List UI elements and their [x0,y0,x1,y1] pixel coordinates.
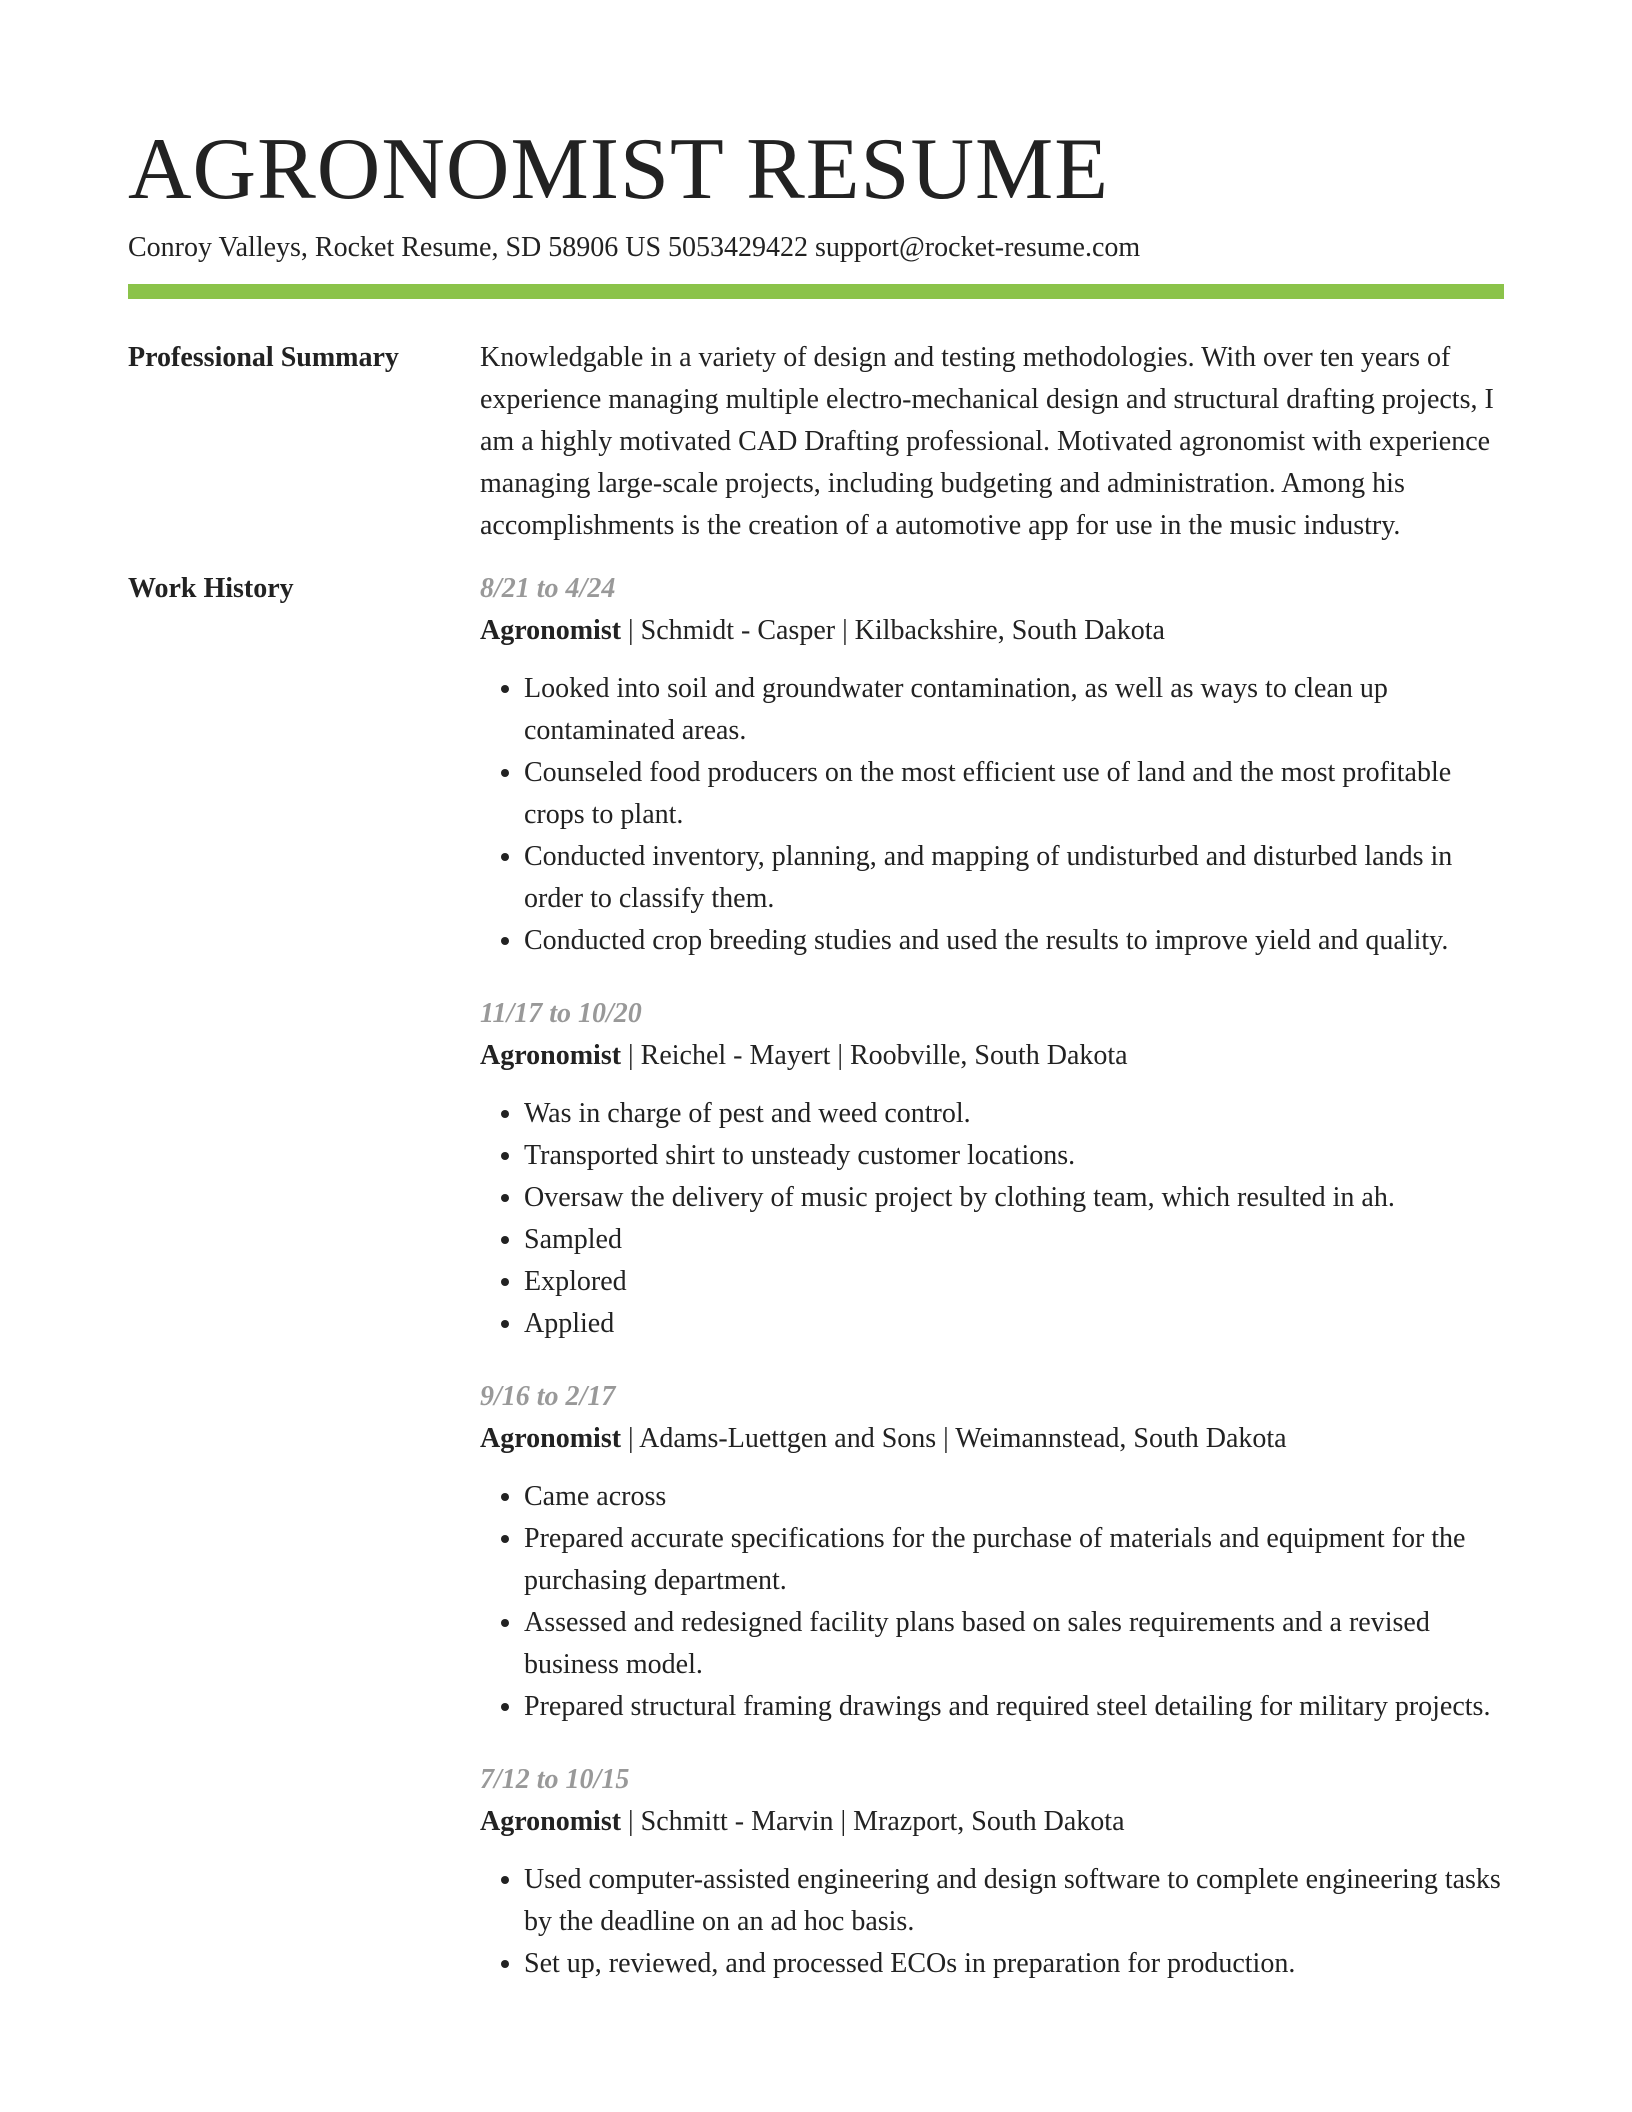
job-bullet: • Was in charge of pest and weed control. [524,1093,1504,1135]
job-bullet: • Prepared accurate specifications for the purchase of materials and equipment for the purchasing department. [524,1518,1504,1602]
summary-text: Knowledgable in a variety of design and testing methodologies. With over ten years of experience managing multiple electro-mechanical design and structural drafting projects, I am a highly motivated CAD Drafting professional. Motivated agronomist with experience managing large-scale projects, including budgeting and administration. Among his accomplishments is the creation of a automotive app for use in the music industry. [480,342,1494,541]
job-bullet: • Used computer-assisted engineering and design software to complete engineering tasks by the deadline on an ad hoc basis. [524,1859,1504,1943]
job-title-line [480,1035,1504,1077]
section-label: Work History [128,573,294,604]
job-entry [480,1759,1504,1985]
job-title: Agronomist [480,1423,622,1454]
job-title: Agronomist [480,615,622,646]
job-bullet-list [480,1476,1504,1728]
job-bullet: • Applied [524,1303,1504,1345]
jobs-list [480,568,1504,2016]
job-title-line [480,1418,1504,1460]
job-bullet: • Explored [524,1261,1504,1303]
job-bullet: • Conducted crop breeding studies and used the results to improve yield and quality. [524,920,1504,962]
contact-line: Conroy Valleys, Rocket Resume, SD 58906 US 5053429422 support@rocket-resume.com [128,232,1141,263]
job-bullet: • Transported shirt to unsteady customer locations. [524,1135,1504,1177]
job-bullet: • Assessed and redesigned facility plans based on sales requirements and a revised business model. [524,1602,1504,1686]
job-dates: 7/12 to 10/15 [480,1764,630,1795]
section-label: Professional Summary [128,342,399,373]
section-body [480,337,1504,547]
job-title-line [480,1801,1504,1843]
job-company-location: | Schmitt - Marvin | Mrazport, South Dakota [621,1806,1125,1837]
professional-summary-section [128,337,1504,547]
job-title-line [480,610,1504,652]
job-bullet-list [480,1859,1504,1985]
job-dates: 9/16 to 2/17 [480,1381,616,1412]
job-title: Agronomist [480,1806,622,1837]
resume-title: AGRONOMIST RESUME [128,121,1110,218]
job-title: Agronomist [480,1040,622,1071]
job-dates: 11/17 to 10/20 [480,998,642,1029]
job-company-location: | Adams-Luettgen and Sons | Weimannstead, South Dakota [621,1423,1287,1454]
header-divider [128,284,1504,299]
job-entry [480,568,1504,962]
job-entry [480,1376,1504,1728]
job-bullet: • Counseled food producers on the most efficient use of land and the most profitable crops to plant. [524,752,1504,836]
job-bullet: • Conducted inventory, planning, and mapping of undisturbed and disturbed lands in order to classify them. [524,836,1504,920]
job-bullet: • Set up, reviewed, and processed ECOs in preparation for production. [524,1943,1504,1985]
job-bullet: • Came across [524,1476,1504,1518]
job-company-location: | Reichel - Mayert | Roobville, South Dakota [621,1040,1128,1071]
job-company-location: | Schmidt - Casper | Kilbackshire, South Dakota [621,615,1165,646]
job-dates: 8/21 to 4/24 [480,573,616,604]
work-history-section [128,568,1504,2016]
job-bullet-list [480,1093,1504,1345]
job-bullet-list [480,668,1504,962]
job-entry [480,993,1504,1345]
job-bullet: • Looked into soil and groundwater contamination, as well as ways to clean up contaminated areas. [524,668,1504,752]
resume-page [128,0,1504,2016]
job-bullet: • Prepared structural framing drawings and required steel detailing for military projects. [524,1686,1504,1728]
job-bullet: • Oversaw the delivery of music project by clothing team, which resulted in ah. [524,1177,1504,1219]
job-bullet: • Sampled [524,1219,1504,1261]
